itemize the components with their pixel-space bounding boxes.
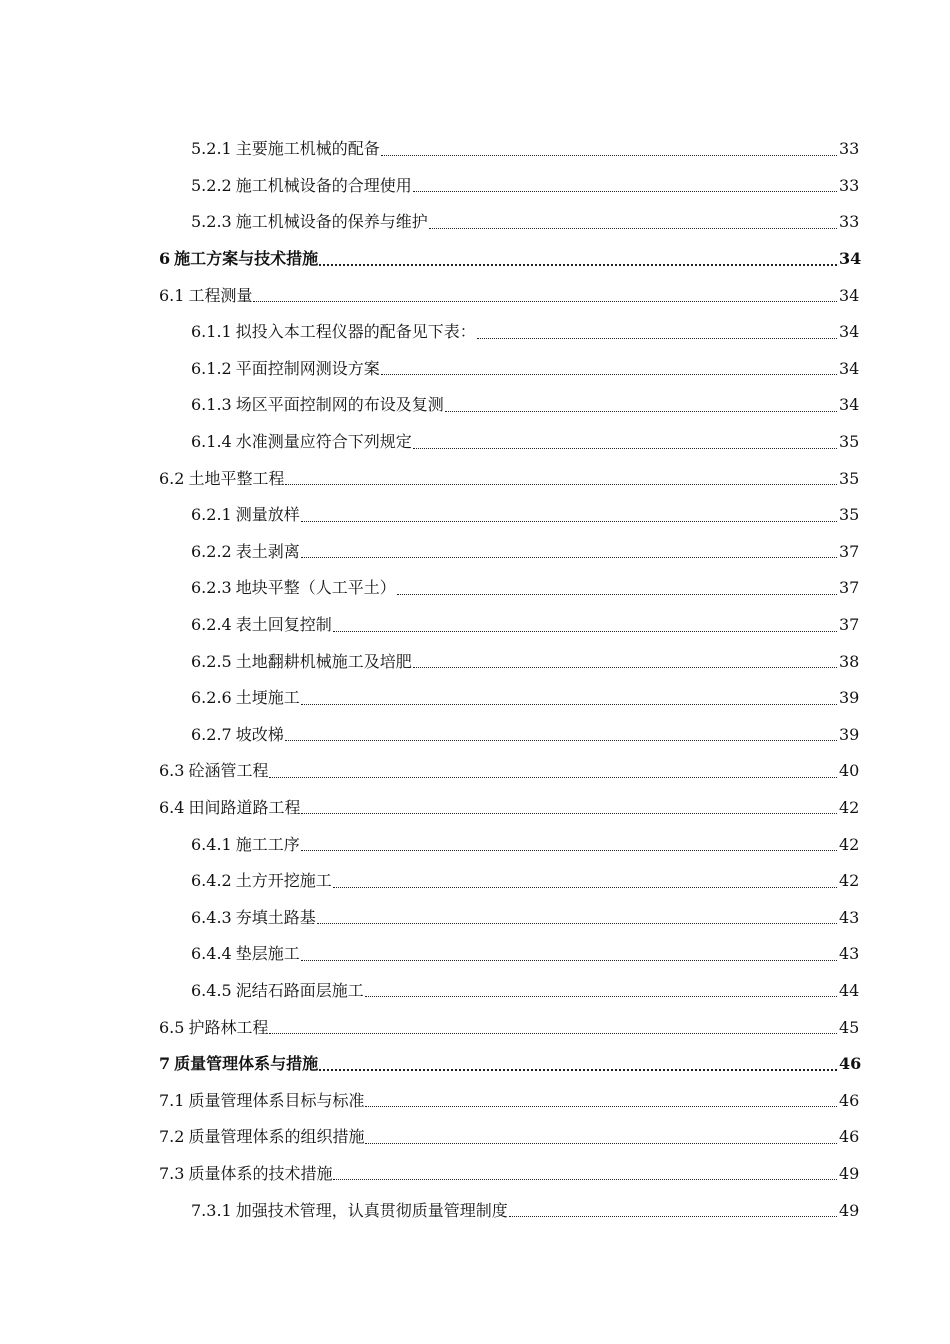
entry-title: 施工机械设备的合理使用: [235, 175, 412, 195]
entry-title: 地块平整（人工平土）: [235, 578, 396, 598]
entry-title: 测量放样: [235, 505, 300, 525]
entry-page-number: 49: [839, 1200, 860, 1220]
entry-title: 泥结石路面层施工: [235, 980, 364, 1000]
leader-dots: [253, 301, 837, 302]
entry-number: 6.1.4: [191, 432, 232, 452]
entry-number: 6.2.2: [191, 541, 232, 561]
toc-entry-6-4[interactable]: [0, 790, 950, 827]
entry-page-number: 39: [839, 724, 860, 744]
entry-number: 6.1.1: [191, 322, 232, 342]
leader-dots: [301, 557, 837, 558]
toc-entry-6-2-5[interactable]: [0, 643, 950, 680]
entry-number: 6.2: [159, 468, 185, 488]
entry-page-number: 44: [839, 980, 860, 1000]
entry-page-number: 34: [839, 395, 860, 415]
entry-page-number: 34: [839, 285, 860, 305]
entry-number: 7.2: [159, 1127, 185, 1147]
leader-dots: [429, 228, 837, 229]
entry-page-number: 42: [839, 797, 860, 817]
entry-title: 质量管理体系的组织措施: [188, 1127, 365, 1147]
entry-page-number: 42: [839, 834, 860, 854]
toc-entry-5-2-3[interactable]: [0, 204, 950, 241]
entry-title: 质量管理体系与措施: [174, 1054, 319, 1074]
entry-title: 土地平整工程: [188, 468, 285, 488]
leader-dots: [301, 960, 837, 961]
leader-dots: [301, 704, 837, 705]
toc-entry-6-1[interactable]: [0, 277, 950, 314]
leader-dots: [333, 1179, 837, 1180]
entry-page-number: 35: [839, 505, 860, 525]
entry-title: 拟投入本工程仪器的配备见下表：: [235, 322, 476, 342]
entry-page-number: 46: [839, 1054, 862, 1074]
leader-dots: [285, 740, 837, 741]
toc-entry-6-2-3[interactable]: [0, 570, 950, 607]
entry-page-number: 33: [839, 139, 860, 159]
entry-number: 7.3.1: [191, 1200, 232, 1220]
entry-number: 6.2.1: [191, 505, 232, 525]
entry-page-number: 39: [839, 688, 860, 708]
entry-title: 加强技术管理，认真贯彻质量管理制度: [235, 1200, 508, 1220]
leader-dots: [333, 887, 837, 888]
leader-dots: [381, 374, 837, 375]
entry-page-number: 40: [839, 761, 860, 781]
entry-title: 施工工序: [235, 834, 300, 854]
entry-page-number: 37: [839, 541, 860, 561]
toc-entry-6-4-1[interactable]: [0, 826, 950, 863]
entry-page-number: 37: [839, 615, 860, 635]
leader-dots: [413, 191, 837, 192]
entry-page-number: 33: [839, 175, 860, 195]
toc-entry-6-1-4[interactable]: [0, 424, 950, 461]
entry-title: 砼涵管工程: [188, 761, 269, 781]
toc-entry-6-2-1[interactable]: [0, 497, 950, 534]
entry-title: 质量体系的技术措施: [188, 1163, 333, 1183]
toc-entry-6-4-2[interactable]: [0, 863, 950, 900]
entry-number: 6.2.6: [191, 688, 232, 708]
entry-number: 7: [159, 1054, 171, 1074]
toc-entry-6-1-1[interactable]: [0, 314, 950, 351]
toc-entry-6-1-3[interactable]: [0, 387, 950, 424]
entry-number: 6.4.5: [191, 980, 232, 1000]
entry-number: 6.1.3: [191, 395, 232, 415]
toc-entry-6-5[interactable]: [0, 1009, 950, 1046]
leader-dots: [301, 850, 837, 851]
entry-number: 6.1.2: [191, 358, 232, 378]
entry-page-number: 35: [839, 432, 860, 452]
entry-title: 土地翻耕机械施工及培肥: [235, 651, 412, 671]
toc-entry-6-4-4[interactable]: [0, 936, 950, 973]
entry-number: 5.2.1: [191, 139, 232, 159]
entry-page-number: 33: [839, 212, 860, 232]
toc-entry-6-2-7[interactable]: [0, 717, 950, 754]
leader-dots: [269, 777, 837, 778]
entry-number: 7.1: [159, 1090, 185, 1110]
entry-page-number: 34: [839, 358, 860, 378]
leader-dots: [365, 1143, 837, 1144]
entry-page-number: 43: [839, 944, 860, 964]
toc-entry-6-2[interactable]: [0, 460, 950, 497]
leader-dots: [445, 411, 837, 412]
entry-number: 6.1: [159, 285, 185, 305]
entry-title: 主要施工机械的配备: [235, 139, 380, 159]
toc-entry-6-4-3[interactable]: [0, 899, 950, 936]
entry-number: 6.4.4: [191, 944, 232, 964]
table-of-contents: [0, 131, 950, 1229]
entry-number: 5.2.2: [191, 175, 232, 195]
entry-page-number: 42: [839, 871, 860, 891]
leader-dots: [365, 1106, 837, 1107]
toc-entry-6-4-5[interactable]: [0, 973, 950, 1010]
entry-page-number: 34: [839, 249, 862, 269]
entry-title: 垫层施工: [235, 944, 300, 964]
entry-title: 施工机械设备的保养与维护: [235, 212, 428, 232]
entry-page-number: 35: [839, 468, 860, 488]
entry-title: 表土剥离: [235, 541, 300, 561]
entry-title: 土埂施工: [235, 688, 300, 708]
leader-dots: [301, 813, 837, 814]
entry-number: 6.4.1: [191, 834, 232, 854]
entry-number: 6: [159, 249, 171, 269]
entry-number: 5.2.3: [191, 212, 232, 232]
entry-page-number: 46: [839, 1127, 860, 1147]
entry-number: 6.5: [159, 1017, 185, 1037]
entry-number: 6.2.5: [191, 651, 232, 671]
leader-dots: [509, 1216, 837, 1217]
entry-title: 夯填土路基: [235, 907, 316, 927]
toc-entry-7-3[interactable]: [0, 1156, 950, 1193]
entry-title: 质量管理体系目标与标准: [188, 1090, 365, 1110]
entry-page-number: 45: [839, 1017, 860, 1037]
entry-number: 6.3: [159, 761, 185, 781]
leader-dots: [333, 631, 837, 632]
entry-number: 6.2.3: [191, 578, 232, 598]
leader-dots: [319, 1069, 837, 1071]
entry-title: 表土回复控制: [235, 615, 332, 635]
entry-page-number: 49: [839, 1163, 860, 1183]
entry-number: 6.2.7: [191, 724, 232, 744]
toc-entry-6-1-2[interactable]: [0, 351, 950, 388]
toc-entry-6-2-2[interactable]: [0, 534, 950, 571]
entry-title: 平面控制网测设方案: [235, 358, 380, 378]
entry-number: 7.3: [159, 1163, 185, 1183]
entry-title: 坡改梯: [235, 724, 284, 744]
entry-title: 施工方案与技术措施: [174, 249, 319, 269]
leader-dots: [319, 264, 837, 266]
entry-title: 水准测量应符合下列规定: [235, 432, 412, 452]
toc-entry-7[interactable]: [0, 1046, 950, 1083]
leader-dots: [301, 521, 837, 522]
entry-number: 6.4: [159, 797, 185, 817]
leader-dots: [317, 923, 837, 924]
entry-title: 护路林工程: [188, 1017, 269, 1037]
leader-dots: [413, 448, 837, 449]
leader-dots: [477, 338, 837, 339]
toc-entry-6-3[interactable]: [0, 753, 950, 790]
leader-dots: [285, 484, 837, 485]
leader-dots: [269, 1033, 837, 1034]
toc-entry-6-2-6[interactable]: [0, 680, 950, 717]
entry-number: 6.2.4: [191, 615, 232, 635]
entry-page-number: 43: [839, 907, 860, 927]
entry-page-number: 46: [839, 1090, 860, 1110]
toc-entry-6[interactable]: [0, 241, 950, 278]
toc-entry-7-2[interactable]: [0, 1119, 950, 1156]
entry-title: 场区平面控制网的布设及复测: [235, 395, 444, 415]
entry-title: 田间路道路工程: [188, 797, 301, 817]
toc-entry-5-2-2[interactable]: [0, 168, 950, 205]
toc-entry-5-2-1[interactable]: [0, 131, 950, 168]
toc-entry-7-3-1[interactable]: [0, 1192, 950, 1229]
entry-title: 土方开挖施工: [235, 871, 332, 891]
entry-title: 工程测量: [188, 285, 253, 305]
entry-number: 6.4.2: [191, 871, 232, 891]
entry-number: 6.4.3: [191, 907, 232, 927]
leader-dots: [381, 155, 837, 156]
leader-dots: [365, 996, 837, 997]
toc-entry-7-1[interactable]: [0, 1082, 950, 1119]
entry-page-number: 37: [839, 578, 860, 598]
entry-page-number: 38: [839, 651, 860, 671]
toc-entry-6-2-4[interactable]: [0, 607, 950, 644]
leader-dots: [413, 667, 837, 668]
leader-dots: [397, 594, 837, 595]
entry-page-number: 34: [839, 322, 860, 342]
